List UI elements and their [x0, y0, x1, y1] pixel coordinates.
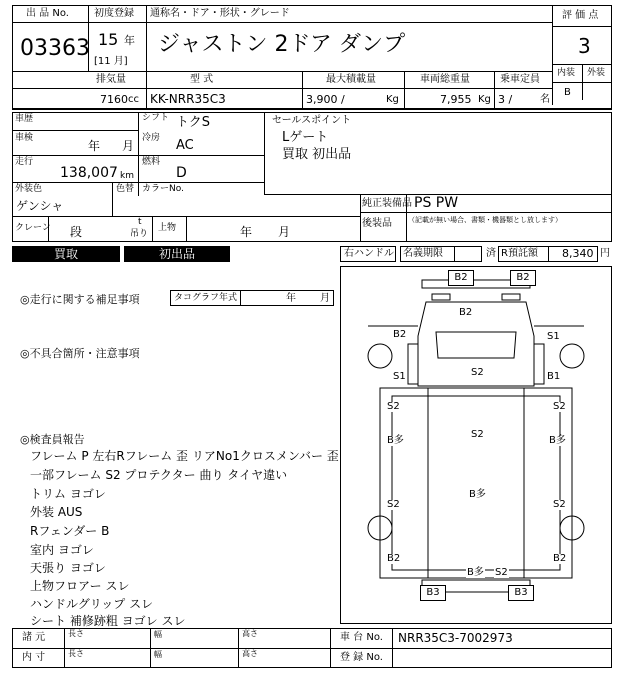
first-reg-month: [11 月]: [94, 56, 128, 67]
driving-remarks-label: ◎走行に関する補足事項: [20, 293, 140, 306]
gvw-unit: Kg: [478, 94, 491, 105]
spec-length-label: 長さ: [68, 629, 84, 638]
lot-no: 03363: [20, 36, 90, 61]
mark-left-b2: B2: [387, 553, 401, 564]
tag-buyout: 買取: [12, 246, 120, 262]
mark-top-left: B2: [448, 270, 474, 286]
crane-label: クレーン: [15, 223, 51, 233]
equipment-value: PS PW: [414, 195, 459, 211]
body-month-unit: 月: [278, 225, 291, 239]
mark-rear-s2: S2: [495, 567, 508, 578]
mark-bottom-left: B3: [420, 585, 446, 601]
history-label: 車歴: [15, 114, 34, 124]
inspector-label: ◎検査員報告: [20, 433, 85, 446]
capacity-label: 乗車定員: [500, 74, 540, 85]
sales-point-line1: Lゲート: [282, 130, 329, 145]
inspector-line-7: 天張り ヨゴレ: [30, 561, 106, 575]
interior-length-label: 長さ: [68, 649, 84, 658]
ext-color-label: 外装色: [15, 184, 43, 194]
score: 3: [578, 34, 591, 58]
interior-width-label: 幅: [154, 650, 162, 659]
inspector-line-8: 上物フロアー スレ: [30, 579, 130, 593]
crane-stage-unit: 段: [70, 225, 83, 239]
interior-label: 内装: [557, 68, 576, 78]
interior-height-label: 高さ: [242, 649, 258, 658]
chassis-no: NRR35C3-7002973: [398, 631, 513, 645]
max-load-label: 最大積載量: [326, 74, 376, 85]
inspector-line-9: ハンドルグリップ スレ: [30, 597, 154, 611]
spec-width-label: 幅: [154, 630, 162, 639]
ac-label: 冷房: [142, 133, 161, 143]
defect-label: ◎不具合箇所・注意事項: [20, 347, 140, 360]
mileage-unit: km: [120, 171, 134, 181]
mark-right-b2: B2: [553, 553, 567, 564]
first-reg-label: 初度登録: [94, 8, 134, 19]
recycle-unit: 円: [600, 248, 610, 259]
mark-front-s2: S2: [471, 367, 484, 378]
aftermarket-label: 後装品: [362, 218, 392, 229]
recycle-amount: 8,340: [562, 247, 594, 260]
sales-point-line2: 買取 初出品: [282, 147, 352, 162]
tag-first-listing: 初出品: [124, 246, 230, 262]
mark-right-b1: B1: [547, 371, 561, 382]
mark-top-right: B2: [510, 270, 536, 286]
inspector-line-2: 一部フレーム S2 プロテクター 曲り タイヤ違い: [30, 468, 288, 482]
chassis-label: 車 台 No.: [340, 632, 383, 643]
reg-label: 登 録 No.: [340, 652, 383, 663]
mark-left-s2b: S2: [387, 499, 400, 510]
ext-color-value: ゲンシャ: [16, 199, 64, 213]
aftermarket-note: （記載が無い場合、書類・機器類とし放します）: [408, 216, 562, 224]
mark-rear-bmulti: B多: [467, 567, 484, 578]
car-name: ジャストン 2ドア ダンプ: [158, 32, 406, 57]
crane-hang-unit: 吊り: [130, 229, 149, 239]
max-load-unit: Kg: [386, 94, 399, 105]
recycle-label: R預託額: [501, 248, 538, 259]
inspector-line-5: Rフェンダー B: [30, 524, 110, 538]
mark-left-upper: B2: [393, 329, 407, 340]
inspector-line-4: 外装 AUS: [30, 505, 83, 519]
fuel-value: D: [176, 165, 187, 181]
tacho-label: タコグラフ年式: [174, 293, 238, 303]
mark-left-s1: S1: [393, 371, 406, 382]
equipment-label: 純正装備品: [362, 198, 412, 209]
spec-height-label: 高さ: [242, 629, 258, 638]
mark-right-upper: S1: [547, 331, 560, 342]
crane-ton-mark: t: [138, 217, 142, 227]
inspection-year-unit: 年: [88, 139, 101, 153]
mileage-value: 138,007: [60, 165, 118, 181]
gvw-label: 車両総重量: [420, 74, 470, 85]
inspection-month-unit: 月: [122, 139, 135, 153]
shift-value: トクS: [176, 115, 210, 130]
color-change-label: 色替: [116, 184, 135, 194]
color-no-label: カラーNo.: [142, 184, 184, 194]
mark-center-bmulti: B多: [469, 489, 486, 500]
interior-score: B: [564, 87, 571, 98]
inspector-line-1: フレーム P 左右Rフレーム 歪 リアNo1クロスメンバー 歪: [30, 449, 339, 463]
tacho-month-unit: 月: [320, 293, 330, 304]
first-reg-year-unit: 年: [124, 34, 135, 47]
mark-left-bmulti: B多: [387, 435, 404, 446]
inspector-line-3: トリム ヨゴレ: [30, 487, 106, 501]
inspector-line-10: シート 補修跡粗 ヨゴレ スレ: [30, 614, 186, 628]
recycle-prefix: 済: [486, 248, 496, 259]
mark-cab-top: B2: [459, 307, 473, 318]
mileage-label: 走行: [15, 157, 34, 167]
body-year-unit: 年: [240, 225, 253, 239]
model-label: 型 式: [190, 74, 214, 85]
mark-left-s2a: S2: [387, 401, 400, 412]
name-label: 通称名・ドア・形状・グレード: [150, 8, 290, 19]
transfer-label: 名義期限: [403, 248, 443, 259]
mark-bottom-right: B3: [508, 585, 534, 601]
body-label: 上物: [158, 223, 177, 233]
displacement-value: 7160: [100, 93, 128, 106]
inspector-line-6: 室内 ヨゴレ: [30, 543, 94, 557]
rhd-label: 右ハンドル: [344, 248, 394, 259]
max-load-value: 3,900 /: [306, 93, 345, 106]
capacity-value: 3 /: [498, 93, 513, 106]
lot-no-label: 出 品 No.: [26, 8, 69, 19]
tacho-year-unit: 年: [286, 293, 296, 304]
mark-right-bmulti: B多: [549, 435, 566, 446]
mark-right-s2a: S2: [553, 401, 566, 412]
gvw-value: 7,955: [440, 93, 472, 106]
displacement-unit: cc: [128, 94, 139, 105]
mark-right-s2b: S2: [553, 499, 566, 510]
fuel-label: 燃料: [142, 157, 161, 167]
model-value: KK-NRR35C3: [150, 92, 226, 106]
sales-point-label: セールスポイント: [272, 115, 352, 126]
first-reg-year: 15: [98, 30, 119, 49]
spec-label: 諸 元: [22, 632, 46, 643]
inspection-label: 車検: [15, 133, 34, 143]
shift-label: シフト: [142, 113, 170, 123]
capacity-unit: 名: [540, 94, 550, 105]
mark-center-s2: S2: [471, 429, 484, 440]
score-label: 評 価 点: [562, 10, 599, 21]
ac-value: AC: [176, 138, 194, 153]
interior-dim-label: 内 寸: [22, 652, 46, 663]
exterior-label: 外装: [587, 68, 606, 78]
displacement-label: 排気量: [96, 74, 126, 85]
